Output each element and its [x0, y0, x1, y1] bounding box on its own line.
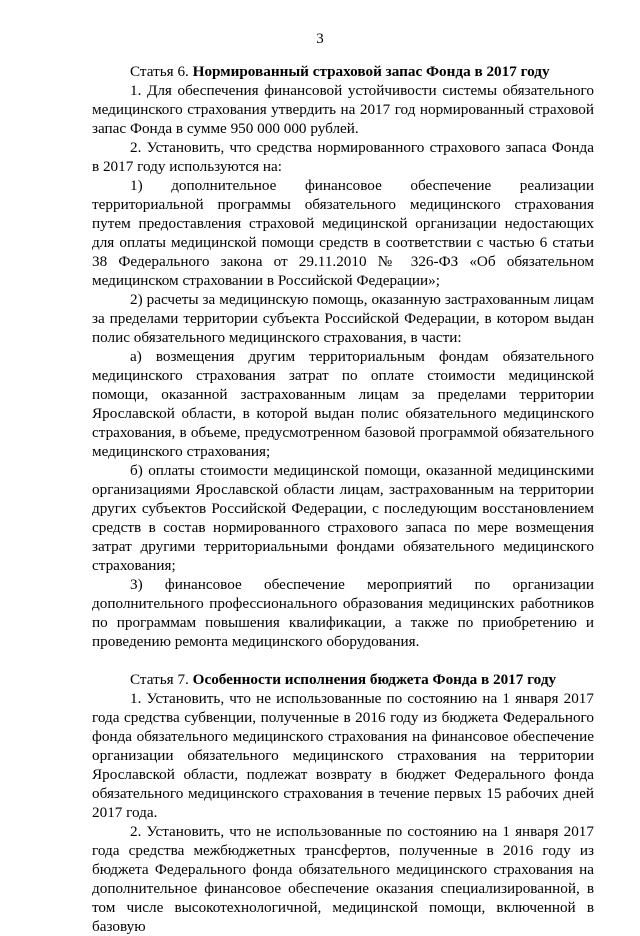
article-6-title: Нормированный страховой запас Фонда в 2017 году	[192, 63, 550, 80]
article-6-item-2: 2) расчеты за медицинскую помощь, оказанную застрахованным лицам за пределами территории субъекта Российской Федерации, в котором выдан полис обязательного медицинского страхования, в части:	[92, 291, 594, 346]
article-6-subitem-b: б) оплаты стоимости медицинской помощи, оказанной медицинскими организациями Ярославской области лицам, застрахованным на территории других субъектов Российской Федерации, с последующим восстановлением средств в состав нормированного страхового запаса по мере возмещения затрат другими территориальными фондами обязательного медицинского страхования;	[92, 462, 594, 574]
article-7-title: Особенности исполнения бюджета Фонда в 2017 году	[192, 671, 557, 688]
article-6-paragraph-2: 2. Установить, что средства нормированного страхового запаса Фонда в 2017 году используются на:	[92, 139, 594, 175]
article-6-paragraph-1: 1. Для обеспечения финансовой устойчивости системы обязательного медицинского страхования утвердить на 2017 год нормированный страховой запас Фонда в сумме 950 000 000 рублей.	[92, 82, 594, 137]
article-6-heading	[92, 62, 594, 81]
article-7-paragraph-1: 1. Установить, что не использованные по состоянию на 1 января 2017 года средства субвенции, полученные в 2016 году из бюджета Федерального фонда обязательного медицинского страхования на финансовое обеспечение организации обязательного медицинского страхования на территории Ярославской области, подлежат возврату в бюджет Федерального фонда обязательного медицинского страхования в течение первых 15 рабочих дней 2017 года.	[92, 690, 594, 821]
article-6-item-3: 3) финансовое обеспечение мероприятий по организации дополнительного профессионального образования медицинских работников по программам повышения квалификации, а также по приобретению и проведению ремонта медицинского оборудования.	[92, 576, 594, 650]
page-number: 3	[316, 31, 324, 47]
article-7-heading	[92, 670, 594, 689]
article-6-subitem-a: а) возмещения другим территориальным фондам обязательного медицинского страхования затрат по оплате стоимости медицинской помощи, оказанной застрахованным лицам за пределами территории Ярославской области, в которой выдан полис обязательного медицинского страхования, в объеме, предусмотренном базовой программой обязательного медицинского страхования;	[92, 348, 594, 460]
document-body	[92, 62, 594, 936]
article-7-label: Статья 7.	[130, 671, 189, 688]
article-6-label: Статья 6.	[130, 63, 189, 80]
article-6-item-1: 1) дополнительное финансовое обеспечение реализации территориальной программы обязательного медицинского страхования путем предоставления страховой медицинской организации недостающих для оплаты медицинской помощи средств в соответствии с частью 6 статьи 38 Федерального закона от 29.11.2010 № 326-ФЗ «Об обязательном медицинском страховании в Российской Федерации»;	[92, 177, 594, 289]
article-7-paragraph-2: 2. Установить, что не использованные по состоянию на 1 января 2017 года средства межбюджетных трансфертов, полученные в 2016 году из бюджета Федерального фонда обязательного медицинского страхования на дополнительное финансовое обеспечение оказания специализированной, в том числе высокотехнологичной, медицинской помощи, включенной в базовую	[92, 823, 594, 935]
